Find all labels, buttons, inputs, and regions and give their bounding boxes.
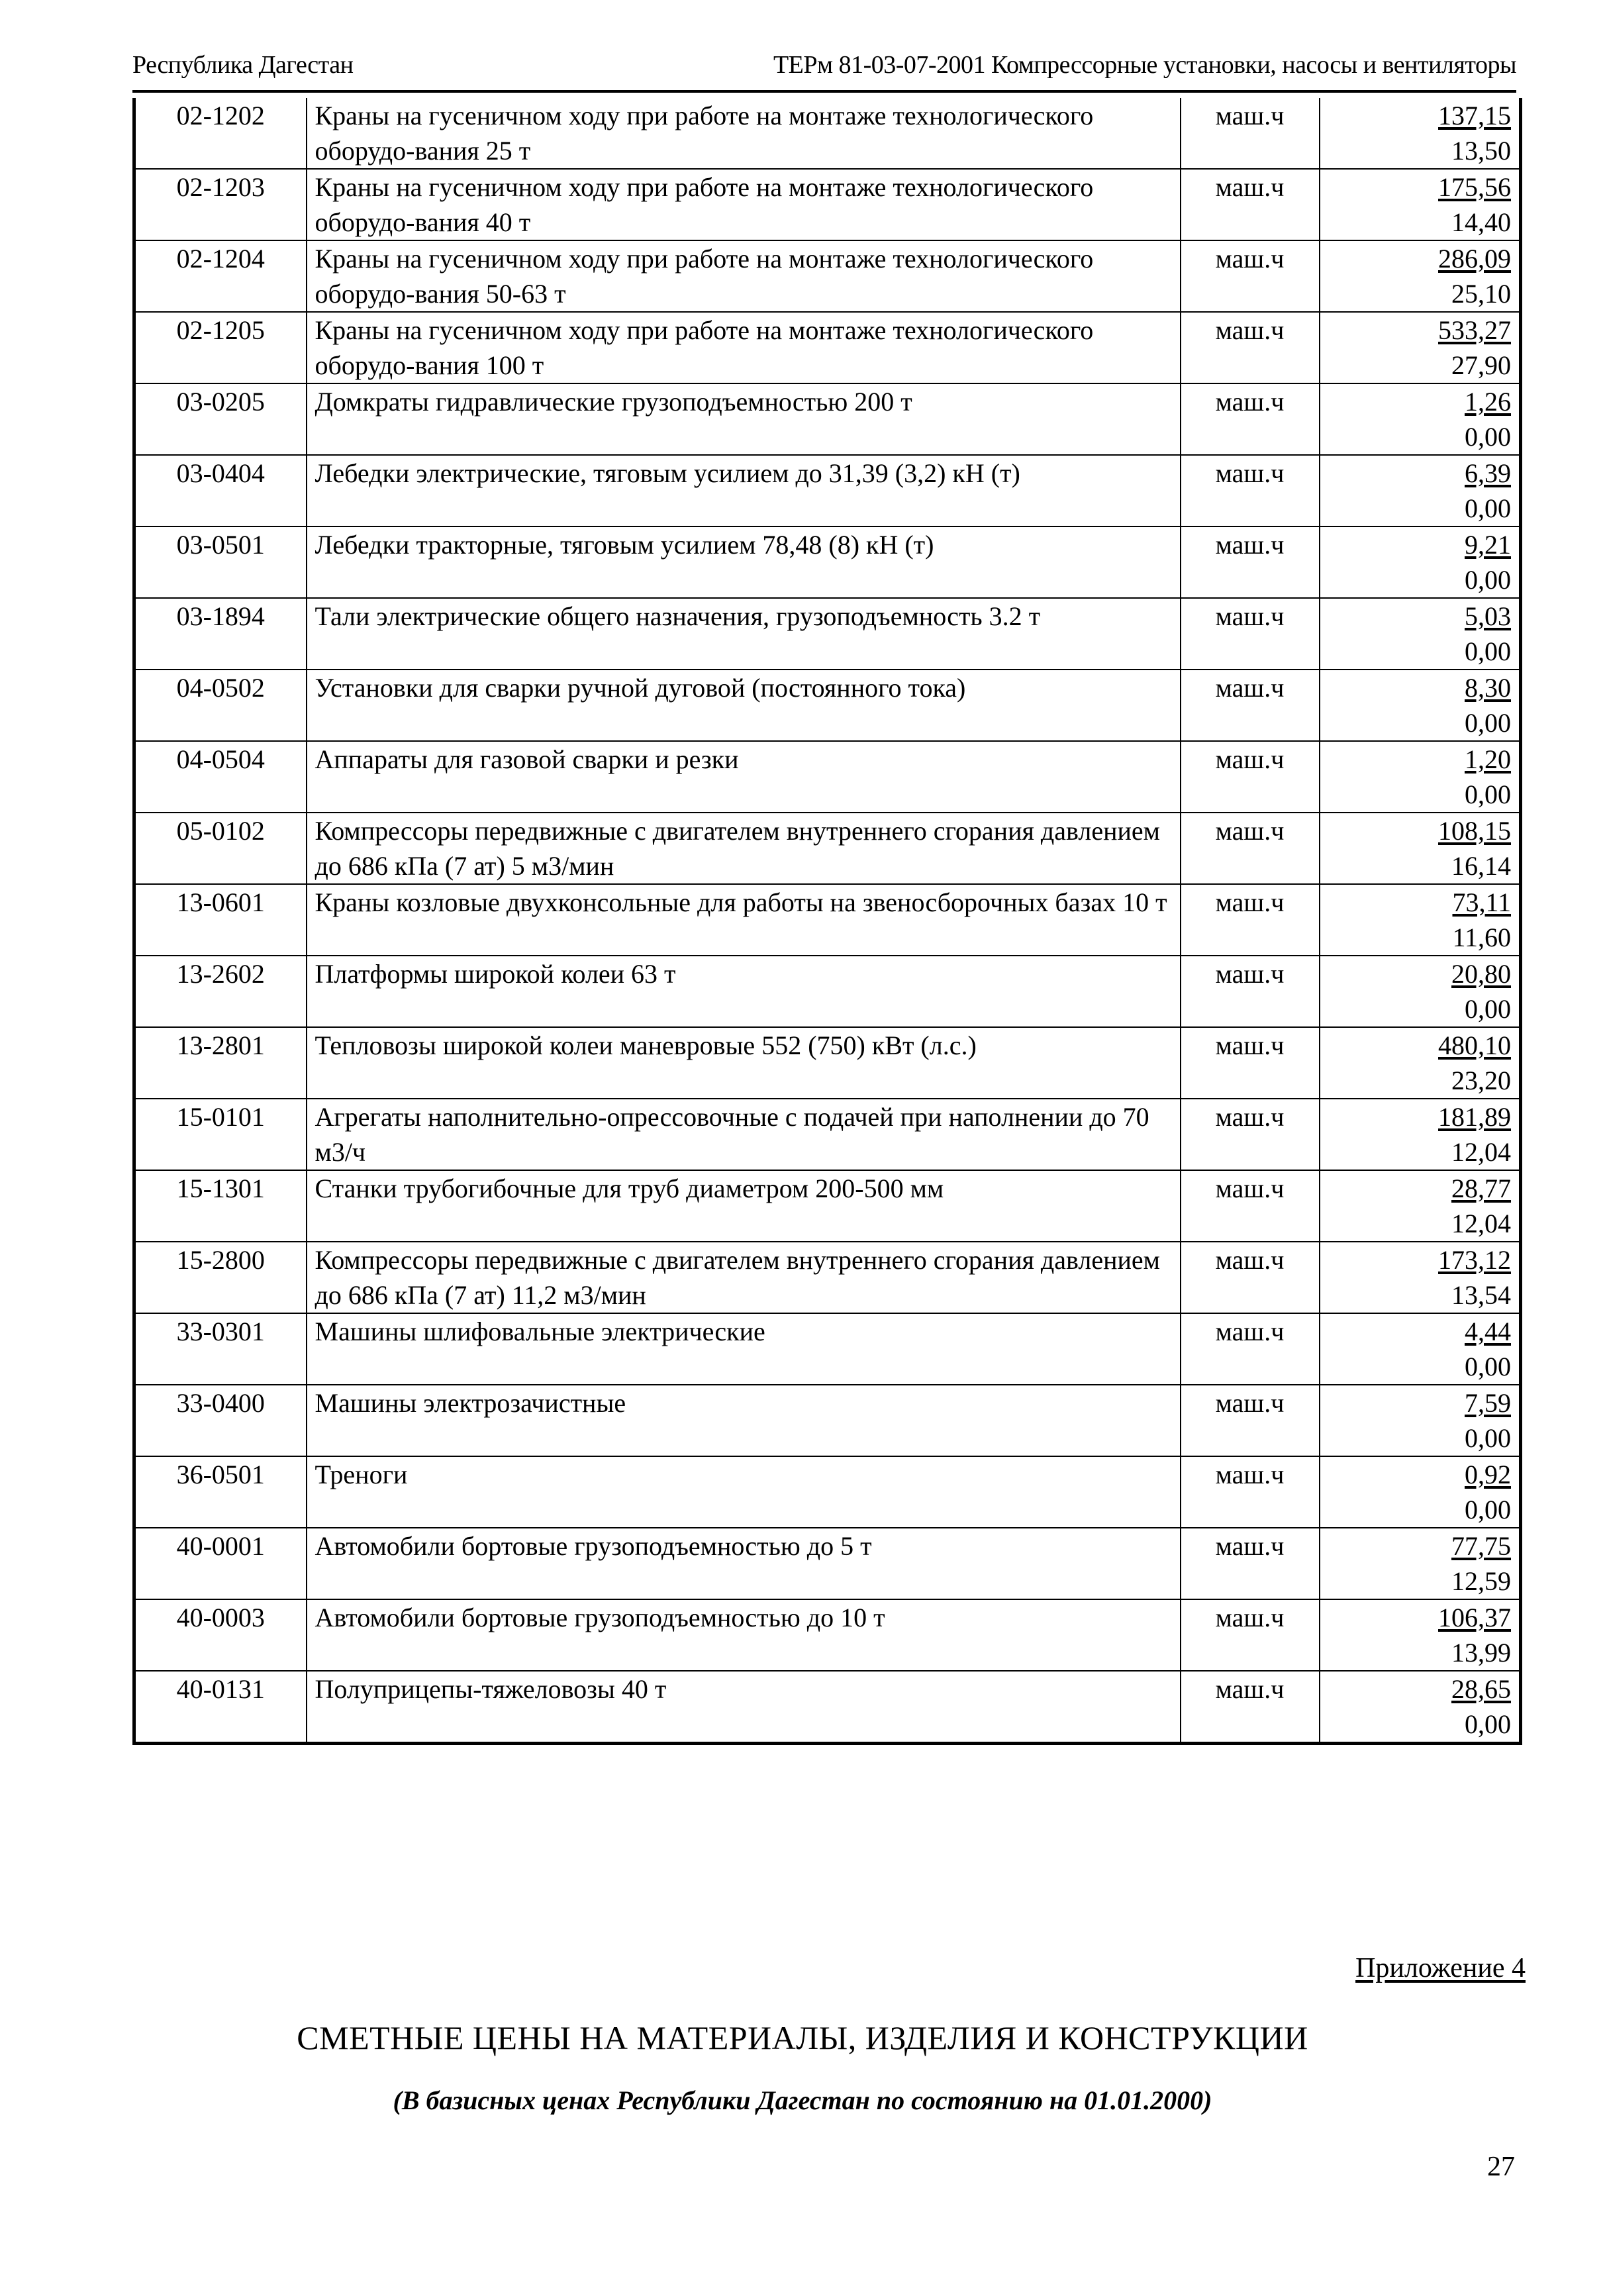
table-row xyxy=(134,1528,1521,1599)
price-cell xyxy=(1320,741,1521,813)
table-row xyxy=(134,240,1521,312)
table-row xyxy=(134,956,1521,1027)
operator-wage: 0,00 xyxy=(1465,708,1511,738)
unit-of-measure: маш.ч xyxy=(1181,1385,1320,1456)
machine-price: 137,15 xyxy=(1438,101,1511,130)
page-number: 27 xyxy=(1487,2152,1515,2182)
resource-name: Автомобили бортовые грузоподъемностью до 10 т xyxy=(307,1599,1181,1671)
table-row xyxy=(134,598,1521,670)
operator-wage: 27,90 xyxy=(1451,350,1511,380)
resource-name: Агрегаты наполнительно-опрессовочные с подачей при наполнении до 70 м3/ч xyxy=(307,1099,1181,1170)
unit-of-measure: маш.ч xyxy=(1181,1671,1320,1744)
operator-wage: 0,00 xyxy=(1465,493,1511,523)
operator-wage: 12,04 xyxy=(1451,1137,1511,1167)
price-cell xyxy=(1320,383,1521,455)
resource-name: Аппараты для газовой сварки и резки xyxy=(307,741,1181,813)
resource-code: 13-0601 xyxy=(134,884,307,956)
operator-wage: 0,00 xyxy=(1465,1423,1511,1453)
operator-wage: 12,59 xyxy=(1451,1566,1511,1596)
machine-price: 77,75 xyxy=(1451,1531,1511,1561)
appendix-label: Приложение 4 xyxy=(1355,1953,1526,1983)
price-cell xyxy=(1320,598,1521,670)
section-subtitle: (В базисных ценах Республики Дагестан по состоянию на 01.01.2000) xyxy=(393,2085,1212,2115)
unit-of-measure: маш.ч xyxy=(1181,1170,1320,1242)
price-cell xyxy=(1320,884,1521,956)
machine-price: 0,92 xyxy=(1465,1460,1511,1489)
resource-name: Краны на гусеничном ходу при работе на монтаже технологического оборудо-вания 50-63 т xyxy=(307,240,1181,312)
price-cell xyxy=(1320,956,1521,1027)
price-cell xyxy=(1320,1313,1521,1385)
table-row xyxy=(134,1456,1521,1528)
price-cell xyxy=(1320,670,1521,741)
header-region: Республика Дагестан xyxy=(132,51,354,79)
table-row xyxy=(134,1671,1521,1744)
machine-price: 7,59 xyxy=(1465,1388,1511,1418)
operator-wage: 0,00 xyxy=(1465,1709,1511,1739)
operator-wage: 11,60 xyxy=(1452,923,1511,952)
unit-of-measure: маш.ч xyxy=(1181,1242,1320,1313)
price-cell xyxy=(1320,1456,1521,1528)
resource-name: Машины шлифовальные электрические xyxy=(307,1313,1181,1385)
machine-price: 9,21 xyxy=(1465,530,1511,560)
unit-of-measure: маш.ч xyxy=(1181,383,1320,455)
table-row xyxy=(134,1599,1521,1671)
machine-price: 20,80 xyxy=(1451,959,1511,989)
operator-wage: 23,20 xyxy=(1451,1066,1511,1095)
resource-code: 05-0102 xyxy=(134,813,307,884)
section-title: СМЕТНЫЕ ЦЕНЫ НА МАТЕРИАЛЫ, ИЗДЕЛИЯ И КОНСТРУКЦИИ xyxy=(297,2019,1308,2056)
machine-price: 108,15 xyxy=(1438,816,1511,846)
operator-wage: 0,00 xyxy=(1465,994,1511,1024)
unit-of-measure: маш.ч xyxy=(1181,240,1320,312)
price-cell xyxy=(1320,455,1521,526)
resource-code: 02-1203 xyxy=(134,169,307,240)
operator-wage: 14,40 xyxy=(1451,207,1511,237)
resource-name: Домкраты гидравлические грузоподъемностью 200 т xyxy=(307,383,1181,455)
unit-of-measure: маш.ч xyxy=(1181,312,1320,383)
resource-code: 15-1301 xyxy=(134,1170,307,1242)
machine-price: 175,56 xyxy=(1438,172,1511,202)
machine-price: 286,09 xyxy=(1438,244,1511,274)
resource-name: Автомобили бортовые грузоподъемностью до 5 т xyxy=(307,1528,1181,1599)
resource-code: 40-0131 xyxy=(134,1671,307,1744)
table-row xyxy=(134,741,1521,813)
resource-code: 04-0502 xyxy=(134,670,307,741)
price-cell xyxy=(1320,1027,1521,1099)
table-row xyxy=(134,1313,1521,1385)
resource-name: Компрессоры передвижные с двигателем внутреннего сгорания давлением до 686 кПа (7 ат) 11,2 м3/мин xyxy=(307,1242,1181,1313)
resource-code: 33-0400 xyxy=(134,1385,307,1456)
machine-price: 480,10 xyxy=(1438,1030,1511,1060)
resource-code: 13-2602 xyxy=(134,956,307,1027)
operator-wage: 0,00 xyxy=(1465,422,1511,452)
resource-code: 40-0003 xyxy=(134,1599,307,1671)
unit-of-measure: маш.ч xyxy=(1181,1027,1320,1099)
table-row xyxy=(134,1242,1521,1313)
machine-price: 173,12 xyxy=(1438,1245,1511,1275)
unit-of-measure: маш.ч xyxy=(1181,169,1320,240)
unit-of-measure: маш.ч xyxy=(1181,1313,1320,1385)
resource-name: Краны козловые двухконсольные для работы на звеносборочных базах 10 т xyxy=(307,884,1181,956)
resource-name: Платформы широкой колеи 63 т xyxy=(307,956,1181,1027)
table-row xyxy=(134,670,1521,741)
machine-price: 5,03 xyxy=(1465,601,1511,631)
unit-of-measure: маш.ч xyxy=(1181,956,1320,1027)
table-row xyxy=(134,312,1521,383)
page-header xyxy=(132,46,1516,93)
price-cell xyxy=(1320,1599,1521,1671)
resource-name: Краны на гусеничном ходу при работе на монтаже технологического оборудо-вания 40 т xyxy=(307,169,1181,240)
resource-code: 33-0301 xyxy=(134,1313,307,1385)
resource-name: Лебедки тракторные, тяговым усилием 78,48 (8) кН (т) xyxy=(307,526,1181,598)
table-row xyxy=(134,1027,1521,1099)
operator-wage: 0,00 xyxy=(1465,1352,1511,1381)
machine-price: 533,27 xyxy=(1438,315,1511,345)
resource-code: 15-0101 xyxy=(134,1099,307,1170)
unit-of-measure: маш.ч xyxy=(1181,526,1320,598)
resource-name: Станки трубогибочные для труб диаметром 200-500 мм xyxy=(307,1170,1181,1242)
operator-wage: 13,54 xyxy=(1451,1280,1511,1310)
operator-wage: 25,10 xyxy=(1451,279,1511,309)
price-cell xyxy=(1320,312,1521,383)
resource-name: Полуприцепы-тяжеловозы 40 т xyxy=(307,1671,1181,1744)
machine-price: 8,30 xyxy=(1465,673,1511,703)
resource-name: Краны на гусеничном ходу при работе на монтаже технологического оборудо-вания 100 т xyxy=(307,312,1181,383)
table-row xyxy=(134,884,1521,956)
resource-code: 40-0001 xyxy=(134,1528,307,1599)
operator-wage: 0,00 xyxy=(1465,636,1511,666)
machine-price: 28,77 xyxy=(1451,1173,1511,1203)
operator-wage: 0,00 xyxy=(1465,565,1511,595)
table-row xyxy=(134,526,1521,598)
price-cell xyxy=(1320,526,1521,598)
resource-code: 36-0501 xyxy=(134,1456,307,1528)
resource-name: Компрессоры передвижные с двигателем внутреннего сгорания давлением до 686 кПа (7 ат) 5 м3/мин xyxy=(307,813,1181,884)
operator-wage: 12,04 xyxy=(1451,1209,1511,1238)
resource-name: Треноги xyxy=(307,1456,1181,1528)
resource-code: 02-1205 xyxy=(134,312,307,383)
price-cell xyxy=(1320,169,1521,240)
resource-code: 02-1202 xyxy=(176,101,265,130)
unit-of-measure: маш.ч xyxy=(1181,884,1320,956)
table-row xyxy=(134,383,1521,455)
price-cell xyxy=(1320,1099,1521,1170)
operator-wage: 13,99 xyxy=(1451,1638,1511,1668)
header-document-title: ТЕРм 81-03-07-2001 Компрессорные установки, насосы и вентиляторы xyxy=(773,51,1516,79)
unit-of-measure: маш.ч xyxy=(1181,1528,1320,1599)
table-row xyxy=(134,1099,1521,1170)
operator-wage: 0,00 xyxy=(1465,1495,1511,1524)
unit-of-measure: маш.ч xyxy=(1181,1599,1320,1671)
resource-name: Лебедки электрические, тяговым усилием до 31,39 (3,2) кН (т) xyxy=(307,455,1181,526)
table-row xyxy=(134,98,1521,169)
machine-price: 73,11 xyxy=(1452,887,1511,917)
unit-of-measure: маш.ч xyxy=(1181,1456,1320,1528)
machine-price: 1,20 xyxy=(1465,744,1511,774)
machine-price: 28,65 xyxy=(1451,1674,1511,1704)
table-row xyxy=(134,1170,1521,1242)
resource-code: 03-0501 xyxy=(134,526,307,598)
resource-name: Установки для сварки ручной дуговой (постоянного тока) xyxy=(307,670,1181,741)
unit-of-measure: маш.ч xyxy=(1181,813,1320,884)
price-cell xyxy=(1320,1528,1521,1599)
resource-code: 15-2800 xyxy=(134,1242,307,1313)
unit-of-measure: маш.ч xyxy=(1181,741,1320,813)
price-cell xyxy=(1320,1170,1521,1242)
machine-prices-table xyxy=(132,98,1522,1745)
unit-of-measure: маш.ч xyxy=(1181,1099,1320,1170)
operator-wage: 16,14 xyxy=(1451,851,1511,881)
price-cell xyxy=(1320,1242,1521,1313)
price-cell xyxy=(1320,1385,1521,1456)
resource-name: Краны на гусеничном ходу при работе на монтаже технологического оборудо-вания 25 т xyxy=(307,98,1181,169)
unit-of-measure: маш.ч xyxy=(1181,598,1320,670)
resource-code: 03-0205 xyxy=(134,383,307,455)
unit-of-measure: маш.ч xyxy=(1181,455,1320,526)
table-row xyxy=(134,1385,1521,1456)
machine-price: 4,44 xyxy=(1465,1317,1511,1346)
operator-wage: 13,50 xyxy=(1451,136,1511,166)
operator-wage: 0,00 xyxy=(1465,779,1511,809)
resource-code: 04-0504 xyxy=(134,741,307,813)
table-row xyxy=(134,455,1521,526)
resource-name: Тепловозы широкой колеи маневровые 552 (750) кВт (л.с.) xyxy=(307,1027,1181,1099)
resource-code: 03-1894 xyxy=(134,598,307,670)
resource-name: Машины электрозачистные xyxy=(307,1385,1181,1456)
price-cell xyxy=(1320,240,1521,312)
resource-name: Тали электрические общего назначения, грузоподъемность 3.2 т xyxy=(307,598,1181,670)
resource-code: 02-1204 xyxy=(134,240,307,312)
price-cell xyxy=(1320,98,1521,169)
resource-code: 13-2801 xyxy=(134,1027,307,1099)
table-row xyxy=(134,813,1521,884)
machine-price: 1,26 xyxy=(1465,387,1511,417)
machine-price: 6,39 xyxy=(1465,458,1511,488)
unit-of-measure: маш.ч xyxy=(1181,670,1320,741)
resource-code: 03-0404 xyxy=(134,455,307,526)
machine-price: 181,89 xyxy=(1438,1102,1511,1132)
machine-price: 106,37 xyxy=(1438,1603,1511,1632)
unit-of-measure: маш.ч xyxy=(1181,98,1320,169)
price-cell xyxy=(1320,813,1521,884)
price-cell xyxy=(1320,1671,1521,1744)
table-row xyxy=(134,169,1521,240)
